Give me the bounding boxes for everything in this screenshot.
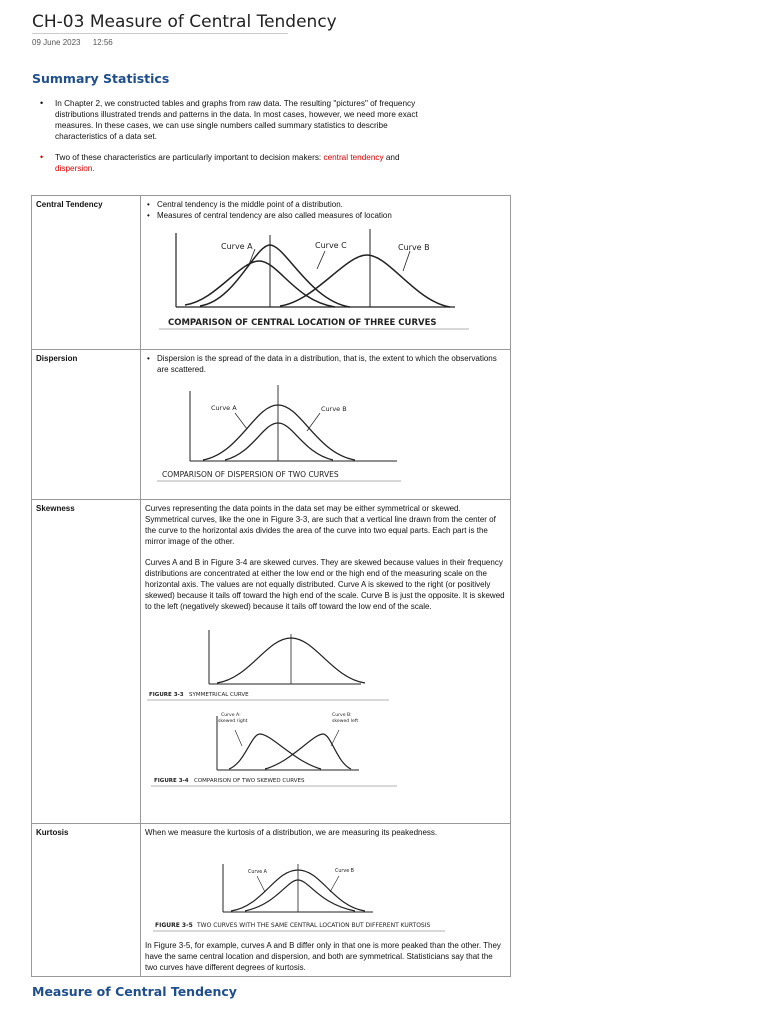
term-kurtosis: Kurtosis [32,824,141,977]
dispersion-cell [141,350,511,500]
table-row [32,824,511,977]
table-row [32,350,511,500]
skew-curve-a-label: Curve A: [221,713,241,718]
curve-c-label: Curve C [315,241,347,250]
central-point-1: • Central tendency is the middle point of a distribution. [145,199,506,210]
dispersion-point-1: • Dispersion is the spread of the data in a distribution, that is, the extent to which the observations are scattered. [145,353,506,375]
table-row [32,196,511,350]
measure-heading: Measure of Central Tendency [32,984,237,999]
central-fig-caption: COMPARISON OF CENTRAL LOCATION OF THREE CURVES [168,318,437,328]
bullet2-and: and [383,153,400,162]
central-tendency-cell [141,196,511,350]
skewness-para-1: Curves representing the data points in the data set may be either symmetrical or skewed. Symmetrical curves, like the one in Figure 3-3, are such that a vertical line drawn from the center of the curve to the horizontal axis divides the area of the curve into two equal parts. Each part is the mirror image of the other. [145,504,496,546]
curve-a-label: Curve A [221,242,253,251]
definitions-table [31,195,511,977]
skew-curve-a-sub: skewed right [218,719,248,724]
fig3-label: FIGURE 3-3 [149,692,184,698]
fig4-label: FIGURE 3-4 [154,778,189,784]
dispersion-figure [145,375,475,487]
term-dispersion: Dispersion [32,350,141,500]
kurt-curve-b-label: Curve B [335,869,354,874]
bullet2-end: . [92,164,95,173]
summary-bullets [40,98,440,184]
summary-bullet-1: • In Chapter 2, we constructed tables and graphs from raw data. The resulting "pictures" of frequency distributions illustrated trends and patterns in the data. In most cases, however, we need more exact measures. In these cases, we can use single numbers called summary statistics to describe characteristics of a data set. [40,98,440,142]
fig5-label: FIGURE 3-5 [155,922,193,929]
summary-bullet-2 [40,152,440,174]
symmetrical-curve-figure [145,626,475,708]
central-location-figure [145,221,475,337]
kurt-curve-a-label: Curve A [248,870,267,875]
fig4-caption: COMPARISON OF TWO SKEWED CURVES [194,778,305,784]
term-skewness: Skewness [32,500,141,824]
term-central-tendency: Central Tendency [32,196,141,350]
curve-b-label: Curve B [398,243,430,252]
skew-curve-b-label: Curve B: [332,713,352,718]
page-time: 12:56 [92,38,113,47]
kurtosis-cell [141,824,511,977]
page-date: 09 June 2023 [32,38,81,47]
dispersion-curve-b-label: Curve B [321,405,347,413]
skewed-curves-figure [145,708,475,788]
bullet2-text: Two of these characteristics are particularly important to decision makers: [55,153,324,162]
fig3-caption: SYMMETRICAL CURVE [189,692,249,698]
central-point-2: • Measures of central tendency are also called measures of location [145,210,506,221]
kurtosis-intro: When we measure the kurtosis of a distribution, we are measuring its peakedness. [145,828,438,837]
kurtosis-para: In Figure 3-5, for example, curves A and B differ only in that one is more peaked than the other. They have the same central location and dispersion, and both are symmetrical. Statisticians say that the two curves have different degrees of kurtosis. [145,941,501,972]
kurtosis-figure [145,848,475,934]
central-tendency-term: central tendency [323,153,384,162]
skew-curve-b-sub: skewed left [332,719,359,724]
title-divider [32,33,288,34]
skewness-para-2: Curves A and B in Figure 3-4 are skewed curves. They are skewed because values in their frequency distributions are concentrated at either the low end or the high end of the measuring scale on the horizontal axis. The values are not equally distributed. Curve A is skewed to the right (or positively skewed) because it tails off toward the high end of the scale. Curve B is just the opposite. It is skewed to the left (negatively skewed) because it tails off toward the low end of the scale. [145,558,505,611]
dispersion-curve-a-label: Curve A [211,404,237,412]
page-meta [32,38,113,47]
dispersion-fig-caption: COMPARISON OF DISPERSION OF TWO CURVES [162,470,339,479]
table-row [32,500,511,824]
fig5-caption: TWO CURVES WITH THE SAME CENTRAL LOCATION BUT DIFFERENT KURTOSIS [197,922,431,929]
page-title: CH-03 Measure of Central Tendency [32,12,337,32]
dispersion-term: dispersion [55,164,93,173]
skewness-cell [141,500,511,824]
summary-heading: Summary Statistics [32,71,170,86]
